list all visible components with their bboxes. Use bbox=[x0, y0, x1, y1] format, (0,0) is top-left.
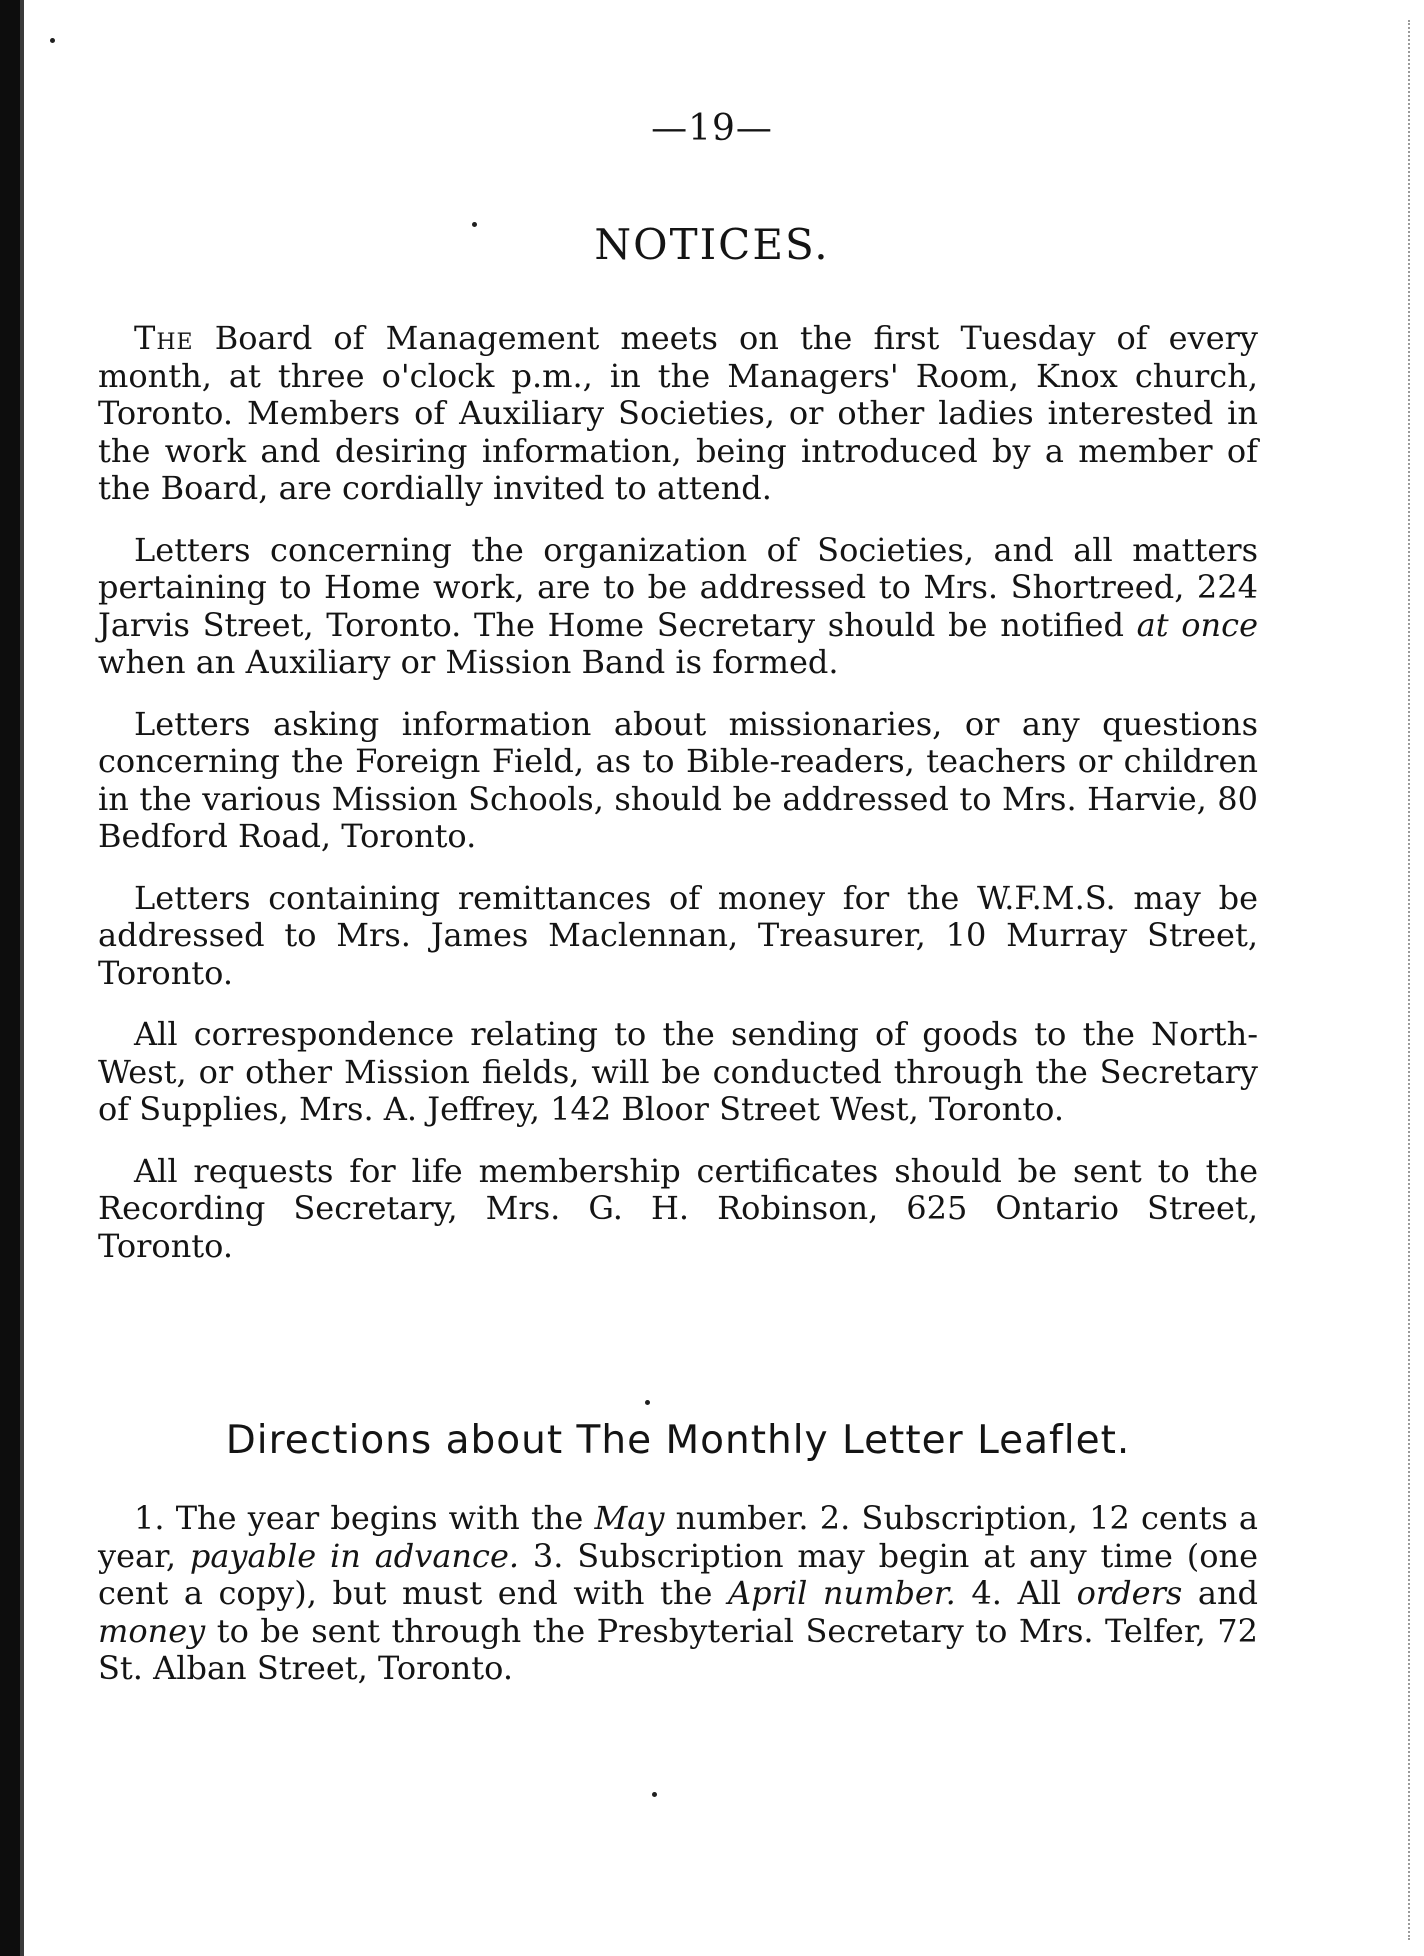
directions-text: number. 2. Subscription, 12 cents a year, bbox=[98, 1499, 1258, 1575]
directions-emphasis: May bbox=[594, 1499, 665, 1537]
paragraph-lead-word: The bbox=[134, 319, 194, 357]
directions-text: and bbox=[1182, 1574, 1259, 1612]
directions-text: 3. Subscription may begin at any time (one cent a copy), but must end with the bbox=[98, 1536, 1259, 1612]
directions-emphasis: payable in advance. bbox=[189, 1536, 520, 1575]
binding-edge bbox=[0, 0, 20, 1956]
directions-emphasis: April number. bbox=[727, 1574, 956, 1612]
scan-speck bbox=[50, 38, 55, 43]
directions-text: 4. All bbox=[955, 1574, 1077, 1612]
directions-emphasis: orders bbox=[1076, 1574, 1183, 1612]
binding-edge-shadow bbox=[20, 0, 24, 1956]
notice-paragraph-remittances bbox=[98, 880, 1258, 993]
paragraph-emphasis: at once bbox=[1136, 605, 1259, 644]
notice-paragraph-foreign-field bbox=[98, 706, 1258, 856]
paragraph-text: Board of Management meets on the first Tuesday of every month, at three o'clock p.m., in the Managers' Room, Knox church, Toronto. Members of Auxiliary Societies, or other ladies interested in the work and desiring information, being introduced by a member of the Board, are cordially invited to attend. bbox=[98, 319, 1259, 507]
directions-paragraph bbox=[98, 1500, 1258, 1688]
directions-text: 1. The year begins with the bbox=[134, 1499, 595, 1537]
scan-speck bbox=[652, 1792, 657, 1797]
notice-paragraph-home-work bbox=[98, 532, 1258, 682]
notice-paragraph-supplies bbox=[98, 1016, 1258, 1129]
paragraph-text: when an Auxiliary or Mission Band is formed. bbox=[98, 643, 839, 681]
paragraph-text: Letters containing remittances of money for the W.F.M.S. may be addressed to Mrs. James Maclennan, Treasurer, 10 Murray Street, Toronto. bbox=[98, 878, 1258, 992]
notices-heading: NOTICES. bbox=[594, 220, 830, 269]
page-number: —19— bbox=[651, 108, 773, 149]
notice-paragraph-board-meetings bbox=[98, 320, 1258, 508]
directions-emphasis: money bbox=[98, 1611, 206, 1650]
notices-body bbox=[98, 320, 1258, 1289]
notice-paragraph-life-membership bbox=[98, 1153, 1258, 1266]
right-edge-specks bbox=[1408, 20, 1420, 1940]
scan-speck bbox=[645, 1400, 650, 1405]
paragraph-text: All correspondence relating to the sending of goods to the North-West, or other Mission fields, will be conducted through the Secretary of Supplies, Mrs. A. Jeffrey, 142 Bloor Street West, Toronto. bbox=[98, 1015, 1258, 1128]
paragraph-text: All requests for life membership certificates should be sent to the Recording Secretary, Mrs. G. H. Robinson, 625 Ontario Street, Toronto. bbox=[98, 1151, 1258, 1265]
directions-body bbox=[98, 1500, 1258, 1712]
paragraph-text: Letters concerning the organization of Societies, and all matters pertaining to Home work, are to be addressed to Mrs. Shortreed, 224 Jarvis Street, Toronto. The Home Secretary should be notified bbox=[98, 530, 1258, 644]
paragraph-text: Letters asking information about missionaries, or any questions concerning the Foreign Field, as to Bible-readers, teachers or children in the various Mission Schools, should be addressed to Mrs. Harvie, 80 Bedford Road, Toronto. bbox=[98, 704, 1258, 855]
directions-heading: Directions about The Monthly Letter Leaflet. bbox=[225, 1418, 1131, 1463]
directions-text: to be sent through the Presbyterial Secretary to Mrs. Telfer, 72 St. Alban Street, Toronto. bbox=[98, 1611, 1258, 1687]
